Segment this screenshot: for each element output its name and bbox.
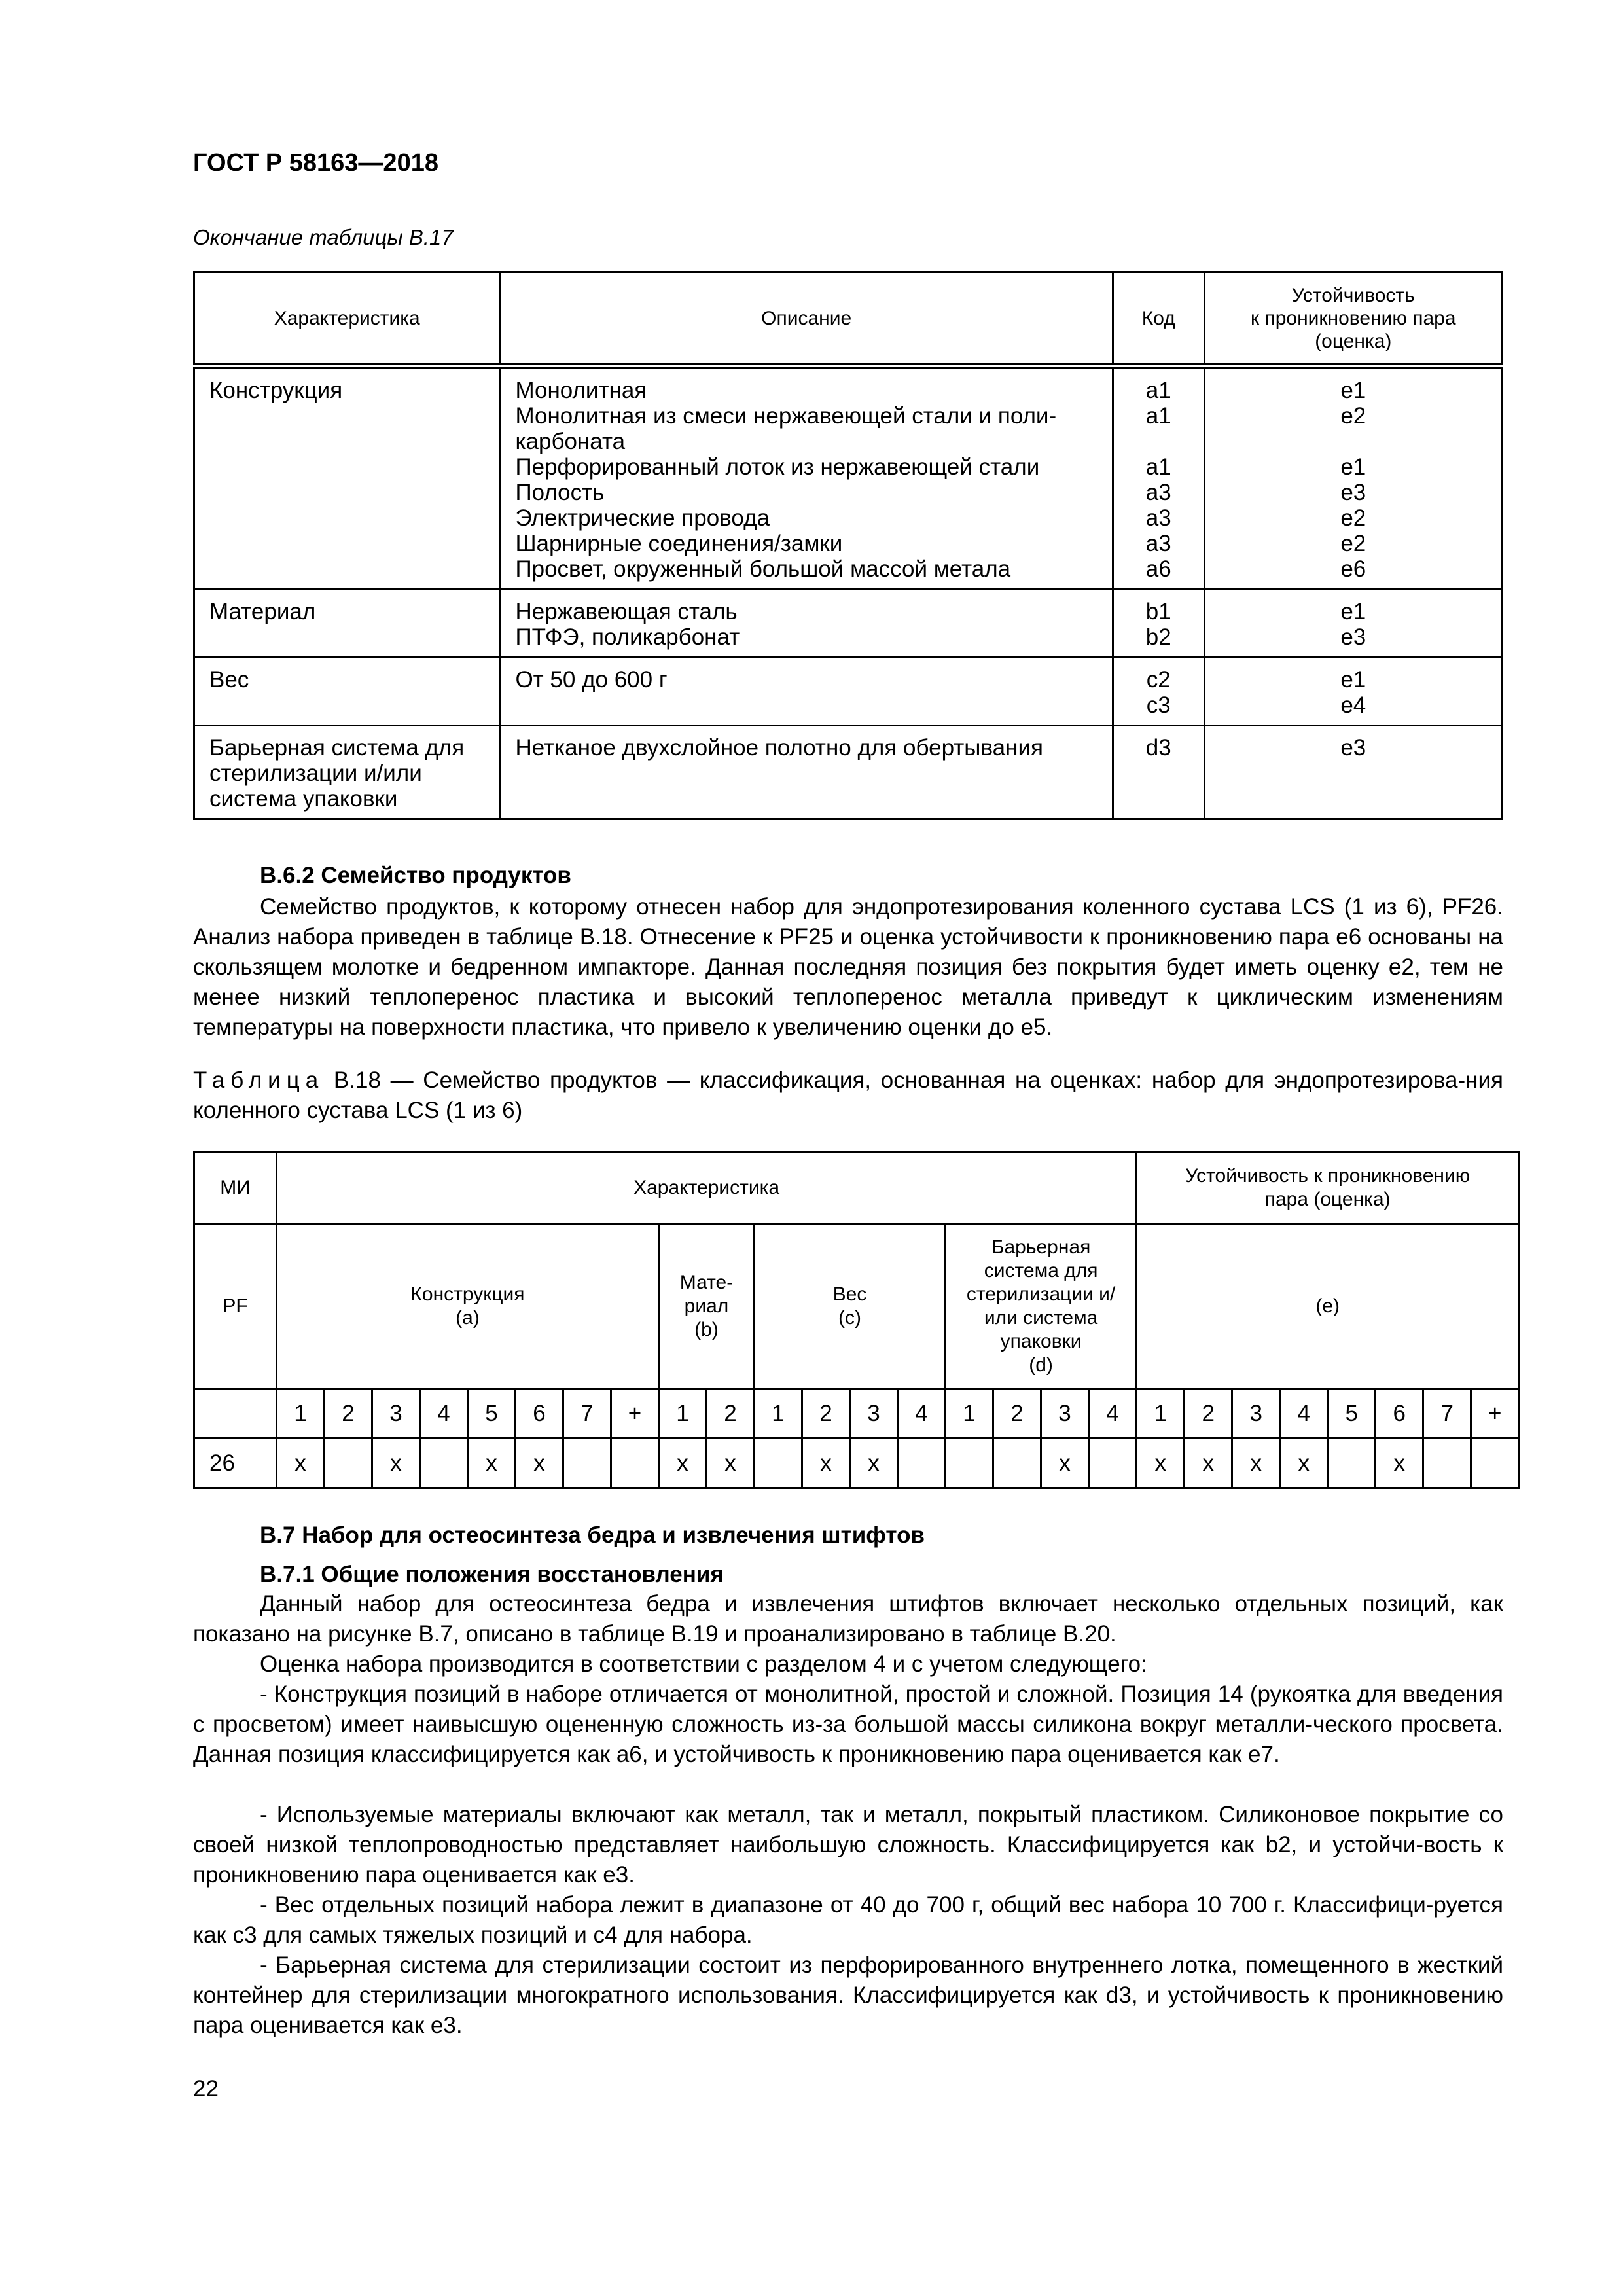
column-number-cell: + — [1471, 1389, 1519, 1439]
column-number-cell: 1 — [1137, 1389, 1185, 1439]
data-cell: x — [1280, 1439, 1328, 1488]
cell-description: От 50 до 600 г — [500, 658, 1113, 726]
data-cell — [898, 1439, 946, 1488]
cell-description: Монолитная Монолитная из смеси нержавеющей стали и поли- карбоната Перфорированный лоток из нержавеющей стали Полость Электрические провода Шарнирные соединения/замки Просвет, окруженный большой массой метала — [500, 367, 1113, 590]
data-cell: x — [1137, 1439, 1185, 1488]
table18-number-row — [194, 1389, 1519, 1439]
data-cell — [755, 1439, 802, 1488]
data-cell: x — [850, 1439, 898, 1488]
paragraph-b7-6: - Барьерная система для стерилизации состоит из перфорированного внутреннего лотка, помещенного в жесткий контейнер для стерилизации многократного использования. Классифицируется как d3, и устойчивость к проникновению пара оценивается как е3. — [193, 1952, 1503, 2038]
cell-mark: e1 e3 — [1204, 590, 1502, 658]
header-characteristic: Характеристика — [194, 272, 500, 367]
cell-characteristic: Барьерная система для стерилизации и/или система упаковки — [194, 726, 500, 819]
data-cell: x — [1185, 1439, 1232, 1488]
column-number-cell: 3 — [372, 1389, 420, 1439]
column-number-cell: 2 — [325, 1389, 372, 1439]
table17-continuation-caption: Окончание таблицы В.17 — [193, 225, 454, 249]
column-number-cell: 6 — [1376, 1389, 1423, 1439]
column-number-cell: 1 — [277, 1389, 325, 1439]
section-heading-b71: В.7.1 Общие положения восстановления — [260, 1562, 724, 1587]
cell-description: Нетканое двухслойное полотно для обертывания — [500, 726, 1113, 819]
column-number-cell: + — [611, 1389, 659, 1439]
data-cell: x — [659, 1439, 707, 1488]
table-row — [194, 590, 1503, 658]
data-cell — [420, 1439, 468, 1488]
cell-mark: e1 e4 — [1204, 658, 1502, 726]
data-cell — [946, 1439, 993, 1488]
column-number-cell: 2 — [993, 1389, 1041, 1439]
column-number-cell: 7 — [563, 1389, 611, 1439]
paragraph-b62: Семейство продуктов, к которому отнесен набор для эндопротезирования коленного сустава LCS (1 из 6), PF26. Анализ набора приведен в таблице В.18. Отнесение к PF25 и оценка устойчивости к проникновению пара e6 основаны на скользящем молотке и бедренном импакторе. Данная последняя позиция без покрытия будет иметь оценку e2, тем не менее низкий теплоперенос пластика и высокий теплоперенос металла приведут к циклическим изменениям температуры на поверхности пластика, что привело к увеличению оценки до e5. — [193, 894, 1503, 1040]
column-number-cell: 7 — [1423, 1389, 1471, 1439]
data-cell: x — [707, 1439, 755, 1488]
cell-code: d3 — [1113, 726, 1204, 819]
cell-characteristic: Характеристика — [277, 1152, 1137, 1225]
data-cell: x — [277, 1439, 325, 1488]
column-number-cell: 3 — [850, 1389, 898, 1439]
column-number-cell: 1 — [755, 1389, 802, 1439]
data-cell — [563, 1439, 611, 1488]
column-number-cell: 2 — [802, 1389, 850, 1439]
table18-header-row1 — [194, 1152, 1519, 1225]
data-cell — [993, 1439, 1041, 1488]
table-b17 — [193, 271, 1503, 820]
data-cell — [325, 1439, 372, 1488]
page-number: 22 — [193, 2076, 219, 2102]
cell-resistance: Устойчивость к проникновению пара (оценка) — [1137, 1152, 1519, 1225]
data-cell — [611, 1439, 659, 1488]
column-number-cell: 4 — [1280, 1389, 1328, 1439]
table18-header-row2 — [194, 1225, 1519, 1389]
group-weight: Вес (c) — [755, 1225, 946, 1389]
data-cell — [1471, 1439, 1519, 1488]
cell-characteristic: Вес — [194, 658, 500, 726]
data-cell: x — [372, 1439, 420, 1488]
column-number-cell: 2 — [707, 1389, 755, 1439]
header-resistance-line: Устойчивость — [1291, 284, 1415, 306]
column-number-cell: 5 — [1328, 1389, 1376, 1439]
paragraph-b7-2: Оценка набора производится в соответствии с разделом 4 и с учетом следующего: — [260, 1651, 1147, 1677]
group-resistance: (e) — [1137, 1225, 1519, 1389]
header-resistance-line: (оценка) — [1315, 330, 1392, 352]
header-resistance-line: к проникновению пара — [1251, 307, 1456, 329]
section-heading-b7: В.7 Набор для остеосинтеза бедра и извлечения штифтов — [260, 1522, 925, 1548]
paragraph-b7-1: Данный набор для остеосинтеза бедра и извлечения штифтов включает несколько отдельных позиций, как показано на рисунке В.7, описано в таблице В.19 и проанализировано в таблице В.20. — [193, 1591, 1503, 1647]
table18-caption-label: Таблица — [193, 1067, 325, 1093]
column-number-cell: 2 — [1185, 1389, 1232, 1439]
cell-code: a1 a1 a1 a3 a3 a3 a6 — [1113, 367, 1204, 590]
group-material-name: Мате-риал — [679, 1272, 734, 1317]
column-number-cell: 5 — [468, 1389, 516, 1439]
table-header-row — [194, 272, 1503, 367]
data-cell — [1328, 1439, 1376, 1488]
column-number-cell: 4 — [1089, 1389, 1137, 1439]
column-number-cell: 1 — [659, 1389, 707, 1439]
cell-pf-value: 26 — [194, 1439, 277, 1488]
table-row — [194, 726, 1503, 819]
column-number-cell: 6 — [516, 1389, 563, 1439]
table-row — [194, 367, 1503, 590]
data-cell — [1089, 1439, 1137, 1488]
column-number-cell: 1 — [946, 1389, 993, 1439]
cell-mark: e3 — [1204, 726, 1502, 819]
paragraph-b7-3: - Конструкция позиций в наборе отличается от монолитной, простой и сложной. Позиция 14 (рукоятка для введения с просветом) имеет наивысшую оцененную сложность из-за большой массы силикона вокруг металли-ческого просвета. Данная позиция классифицируется как а6, и устойчивость к проникновению пара оценивается как е7. — [193, 1681, 1503, 1767]
cell-mark: e1 e2 e1 e3 e2 e2 e6 — [1204, 367, 1502, 590]
cell-empty — [194, 1389, 277, 1439]
cell-mi: МИ — [194, 1152, 277, 1225]
table-b18 — [193, 1151, 1520, 1489]
header-code: Код — [1113, 272, 1204, 367]
column-number-cell: 3 — [1232, 1389, 1280, 1439]
data-cell: x — [1376, 1439, 1423, 1488]
cell-description: Нержавеющая сталь ПТФЭ, поликарбонат — [500, 590, 1113, 658]
cell-characteristic: Конструкция — [194, 367, 500, 590]
table18-caption: Таблица В.18 — Семейство продуктов — классификация, основанная на оценках: набор для эндопротезирова-ния коленного сустава LCS (1 из 6) — [193, 1067, 1503, 1123]
column-number-cell: 4 — [420, 1389, 468, 1439]
group-barrier: Барьерная система для стерилизации и/или система упаковки (d) — [946, 1225, 1137, 1389]
cell-code: c2 c3 — [1113, 658, 1204, 726]
cell-pf: PF — [194, 1225, 277, 1389]
column-number-cell: 3 — [1041, 1389, 1089, 1439]
group-material: Мате-риал (b) — [659, 1225, 755, 1389]
paragraph-b7-5: - Вес отдельных позиций набора лежит в диапазоне от 40 до 700 г, общий вес набора 10 700 г. Классифици-руется как с3 для самых тяжелых позиций и с4 для набора. — [193, 1892, 1503, 1948]
group-construction: Конструкция (a) — [277, 1225, 659, 1389]
table-row — [194, 658, 1503, 726]
cell-characteristic: Материал — [194, 590, 500, 658]
data-cell: x — [1232, 1439, 1280, 1488]
cell-code: b1 b2 — [1113, 590, 1204, 658]
data-cell: x — [1041, 1439, 1089, 1488]
paragraph-b7-4: - Используемые материалы включают как металл, так и металл, покрытый пластиком. Силиконовое покрытие со своей низкой теплопроводностью представляет наибольшую сложность. Классифицируется как b2, и устойчи-вость к проникновению пара оценивается как е3. — [193, 1802, 1503, 1888]
data-cell: x — [802, 1439, 850, 1488]
data-cell: x — [516, 1439, 563, 1488]
header-resistance — [1204, 272, 1502, 367]
document-id-header: ГОСТ Р 58163—2018 — [193, 149, 438, 177]
header-description: Описание — [500, 272, 1113, 367]
table18-data-row — [194, 1439, 1519, 1488]
data-cell: x — [468, 1439, 516, 1488]
column-number-cell: 4 — [898, 1389, 946, 1439]
data-cell — [1423, 1439, 1471, 1488]
section-heading-b62: В.6.2 Семейство продуктов — [260, 863, 571, 888]
